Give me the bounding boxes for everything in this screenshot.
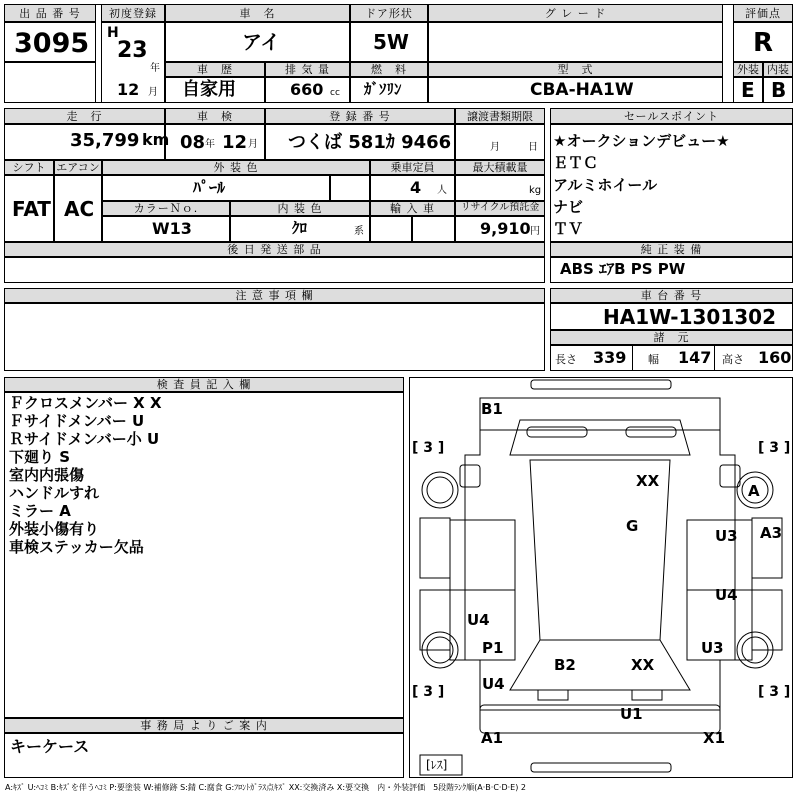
capacity-value: 4 <box>410 178 422 197</box>
ac-label: エアコン <box>56 161 100 174</box>
capacity-label: 乗車定員 <box>390 161 435 174</box>
model-value: CBA-HA1W <box>530 80 634 100</box>
sales-label: セールスポイント <box>623 110 719 123</box>
fuel-value: ｶﾞｿﾘﾝ <box>364 80 402 98</box>
office-text: キーケース <box>10 737 90 756</box>
mark-b2: B2 <box>554 656 576 674</box>
mileage-value: 35,799 <box>70 130 140 151</box>
car-diagram <box>409 377 793 778</box>
sales-item: アルミホイール <box>553 176 658 194</box>
inspector-note: Ｒサイドメンバー小 U <box>9 430 160 448</box>
mark-a3: A3 <box>760 524 783 542</box>
colorno-value: W13 <box>152 219 192 238</box>
name-label: 車 名 <box>239 7 276 20</box>
later-cell <box>4 257 545 283</box>
plate-value: つくば 581ｶ 9466 <box>288 132 452 153</box>
tyre-tr: [ 3 ] <box>758 440 791 456</box>
inspector-note: Ｆクロスメンバー X X <box>9 394 162 412</box>
left-side-front <box>420 518 450 578</box>
plate-label: 登 録 番 号 <box>329 110 391 123</box>
inspector-note: ミラー A <box>9 502 71 520</box>
import-cell-a <box>370 216 412 242</box>
wid-value: 147 <box>678 348 712 367</box>
caution-cell <box>4 303 545 371</box>
inspector-note: ハンドルすれ <box>9 484 100 502</box>
color-cell-b <box>330 175 370 201</box>
hgt-label: 高さ <box>722 353 744 366</box>
insp-year-unit: 年 <box>205 139 215 150</box>
mark-u4-r: U4 <box>715 586 738 604</box>
dims-cell <box>550 345 793 371</box>
roof-bar-top <box>531 380 671 389</box>
tyre-tl: [ 3 ] <box>412 440 445 456</box>
transfer-month-unit: 月 <box>490 142 500 153</box>
mark-u4-l: U4 <box>467 611 490 629</box>
wiper-left <box>527 427 587 437</box>
dims-sep-1 <box>632 345 633 371</box>
chassis-label: 車 台 番 号 <box>640 289 703 302</box>
reg-year-unit: 年 <box>150 63 160 74</box>
load-label: 最大積載量 <box>472 161 528 174</box>
intcolor-unit: 系 <box>354 226 364 237</box>
lamp-left <box>538 690 568 700</box>
mileage-unit: km <box>142 130 170 149</box>
ext-value: E <box>741 78 755 102</box>
rear-hatch <box>510 640 690 690</box>
score-label: 評価点 <box>745 7 781 20</box>
inspection-label: 車 検 <box>197 110 233 123</box>
sales-list <box>553 130 730 240</box>
wheel-fl-inner <box>427 477 453 503</box>
mirror-left <box>460 465 480 487</box>
fuel-label: 燃 料 <box>371 63 407 76</box>
era: H <box>107 25 119 41</box>
wid-label: 幅 <box>648 353 659 366</box>
inspector-note: Ｆサイドメンバー U <box>9 412 145 430</box>
recycle-value: 9,910 <box>480 219 531 238</box>
reg-month: 12 <box>117 80 140 99</box>
mark-b1: B1 <box>481 400 503 418</box>
caution-label: 注 意 事 項 欄 <box>235 289 314 302</box>
reg-month-unit: 月 <box>148 87 158 98</box>
inspector-note: 下廻り S <box>9 448 71 466</box>
door-type: 5W <box>373 30 409 54</box>
capacity-unit: 人 <box>437 185 447 196</box>
chassis-number: HA1W-1301302 <box>603 305 777 329</box>
front-bumper <box>480 398 720 430</box>
later-label: 後 日 発 送 部 品 <box>227 243 322 256</box>
inspector-note: 外装小傷有り <box>9 520 100 538</box>
firstreg-label: 初度登録 <box>109 7 157 20</box>
insp-year: 08 <box>180 132 206 153</box>
int-label: 内装 <box>767 63 789 76</box>
int-value: B <box>771 78 787 102</box>
mark-u4-l2: U4 <box>482 675 505 693</box>
shift-label: シフト <box>12 161 46 174</box>
mark-u1: U1 <box>620 705 643 723</box>
grade-label: グ レ ー ド <box>544 7 607 20</box>
history-label: 車 歴 <box>197 63 233 76</box>
equip-label: 純 正 装 備 <box>640 243 703 256</box>
right-side-rear <box>752 590 782 650</box>
mark-u3-r1: U3 <box>715 527 738 545</box>
spare-label: [ﾚｽ] <box>426 758 448 772</box>
lamp-right <box>632 690 662 700</box>
wiper-right <box>626 427 676 437</box>
equip-value: ABS ｴｱB PS PW <box>560 260 686 278</box>
insp-month: 12 <box>222 132 248 153</box>
cc-unit: cc <box>330 88 340 98</box>
mirror-right <box>720 465 740 487</box>
import-cell-b <box>412 216 455 242</box>
inspector-notes <box>9 394 162 556</box>
shift-value: FAT <box>12 197 51 221</box>
import-label: 輸 入 車 <box>390 202 435 215</box>
mark-p1: P1 <box>482 639 504 657</box>
cc-label: 排 気 量 <box>285 63 330 76</box>
rear-bumper <box>480 705 720 733</box>
inspector-label: 検 査 員 記 入 欄 <box>156 378 252 391</box>
sales-item: ＥＴＣ <box>553 154 599 172</box>
transfer-day-unit: 日 <box>528 142 538 153</box>
mark-a1: A1 <box>481 729 504 747</box>
history-value: 自家用 <box>182 79 236 100</box>
left-front-door <box>450 520 515 590</box>
len-label: 長さ <box>555 353 577 366</box>
color-label: 外 装 色 <box>213 161 259 174</box>
grade-cell <box>428 22 723 62</box>
tyre-bl: [ 3 ] <box>412 684 445 700</box>
office-label: 事 務 局 よ り ご 案 内 <box>140 719 268 732</box>
mark-xx-top: XX <box>636 472 660 490</box>
ac-value: AC <box>64 197 95 221</box>
sales-item: ナビ <box>553 198 584 216</box>
sales-item: ★オークションデビュー★ <box>553 132 730 150</box>
mark-a-right: A <box>748 482 760 500</box>
car-name: アイ <box>242 30 281 54</box>
colorno-label: カラーＮｏ. <box>133 202 199 215</box>
len-value: 339 <box>593 348 627 367</box>
color-value: ﾊﾟｰﾙ <box>193 178 226 197</box>
model-label: 型 式 <box>557 63 594 76</box>
intcolor-value: ｸﾛ <box>292 219 308 237</box>
load-unit: kg <box>529 185 542 196</box>
mark-x1: X1 <box>703 729 726 747</box>
inspector-note: 室内内張傷 <box>9 466 85 484</box>
dims-sep-2 <box>714 345 715 371</box>
legend: A:ｷｽﾞ U:ﾍｺﾐ B:ｷｽﾞを伴うﾍｺﾐ P:要塗装 W:補修跡 S:錆 C:腐食 G:ﾌﾛﾝﾄｶﾞﾗｽ点ｷｽﾞ XX:交換済み X:要交換 内・外装評価 5段階ﾗﾝｸ順(A·B·C·D·E) 2 <box>5 783 526 792</box>
mark-xx-low: XX <box>631 656 655 674</box>
lot-label: 出 品 番 号 <box>19 7 81 20</box>
tyre-br: [ 3 ] <box>758 684 791 700</box>
mark-g: G <box>626 517 639 535</box>
reg-year: 23 <box>117 38 148 63</box>
recycle-unit: 円 <box>530 226 540 237</box>
score-value: R <box>753 28 774 58</box>
cc-value: 660 <box>290 80 324 99</box>
recycle-label: リサイクル預託金 <box>460 202 540 213</box>
mark-u3-r2: U3 <box>701 639 724 657</box>
mileage-label: 走 行 <box>66 110 103 123</box>
hgt-value: 160 <box>758 348 792 367</box>
bottom-bar <box>531 763 671 772</box>
lot-cell-lower <box>4 62 96 103</box>
inspector-note: 車検ステッカー欠品 <box>9 538 144 556</box>
intcolor-label: 内 装 色 <box>277 202 323 215</box>
body-outline <box>465 398 735 710</box>
door-label: ドア形状 <box>365 7 413 20</box>
transfer-label: 譲渡書類期限 <box>467 110 533 123</box>
ext-label: 外装 <box>737 63 759 76</box>
lot-number: 3095 <box>14 28 90 59</box>
dims-label: 諸 元 <box>653 331 690 344</box>
insp-month-unit: 月 <box>248 139 258 150</box>
sales-item: ＴＶ <box>553 220 584 238</box>
